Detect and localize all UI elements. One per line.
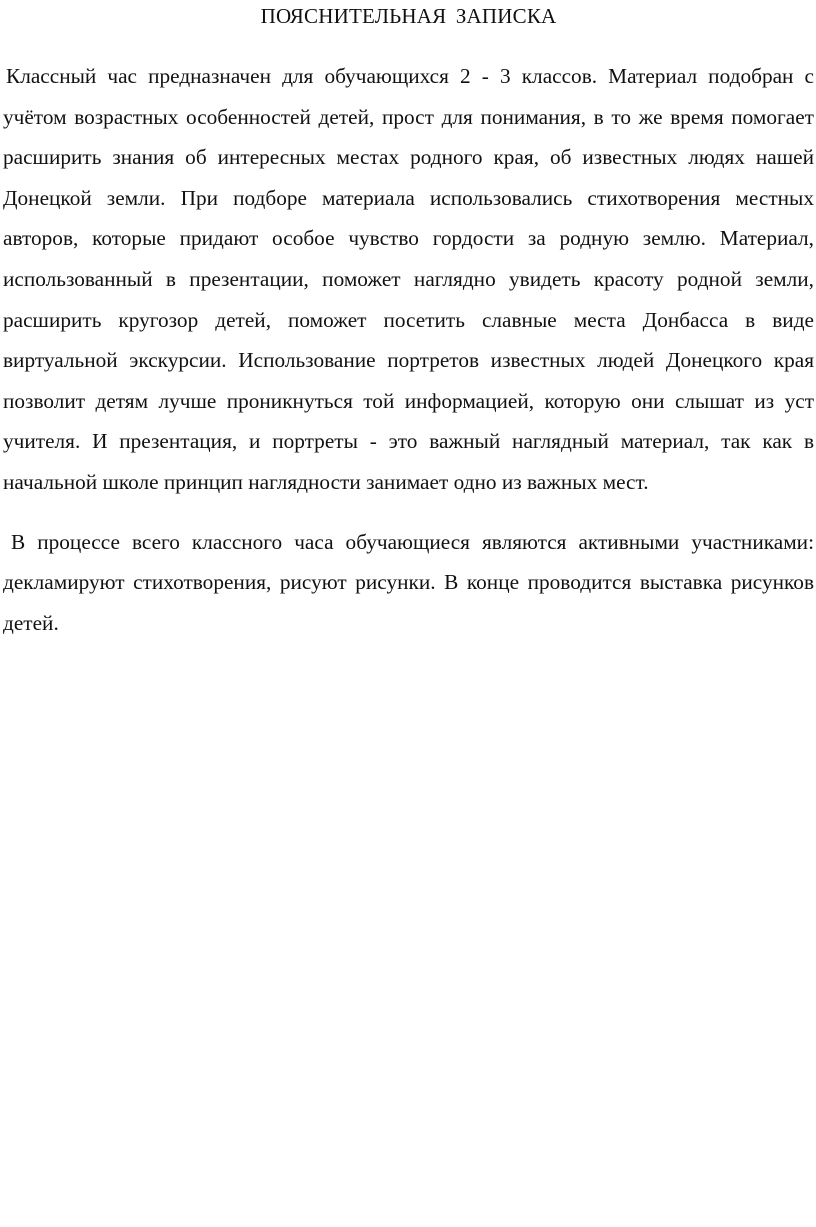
paragraph-purpose: Классный час предназначен для обучающихся 2 - 3 классов. Материал подобран с учётом возрастных особенностей детей, прост для понимания, в то же время помогает расширить знания об интересных местах родного края, об известных людях нашей Донецкой земли. При подборе материала использовались стихотворения местных авторов, которые придают особое чувство гордости за родную землю. Материал, использованный в презентации, поможет наглядно увидеть красоту родной земли, расширить кругозор детей, поможет посетить славные места Донбасса в виде виртуальной экскурсии. Использование портретов известных людей Донецкого края позволит детям лучше проникнуться той информацией, которую они слышат из уст учителя. И презентация, и портреты - это важный наглядный материал, так как в начальной школе принцип наглядности занимает одно из важных мест. — [3, 64, 814, 494]
document-title: ПОЯСНИТЕЛЬНАЯ ЗАПИСКА — [260, 4, 557, 28]
paragraph-participation: В процессе всего классного часа обучающиеся являются активными участниками: декламируют стихотворения, рисуют рисунки. В конце проводится выставка рисунков детей. — [3, 529, 814, 635]
